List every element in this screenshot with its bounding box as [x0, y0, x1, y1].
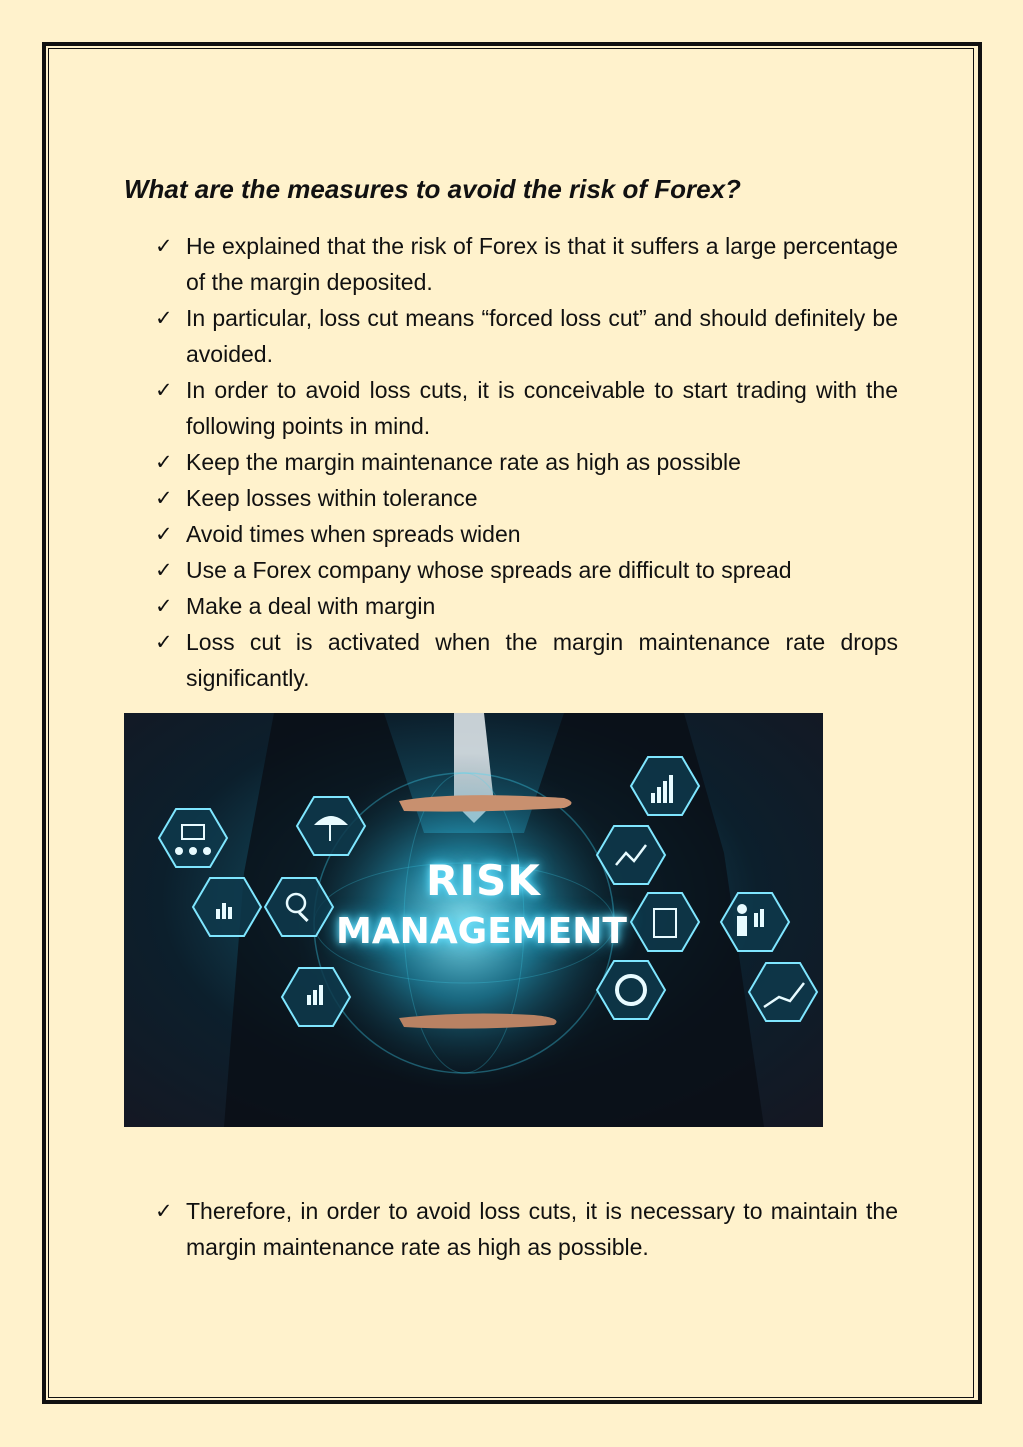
list-item [155, 588, 898, 624]
list-item-text: In particular, loss cut means “forced loss cut” and should definitely be avoided. [186, 305, 898, 367]
check-icon: ✓ [155, 1199, 173, 1223]
list-item-text: Use a Forex company whose spreads are difficult to spread [186, 557, 792, 583]
list-item [155, 444, 898, 480]
list-item-text: In order to avoid loss cuts, it is conceivable to start trading with the following points in mind. [186, 377, 898, 439]
list-item-text: Avoid times when spreads widen [186, 521, 521, 547]
check-icon: ✓ [155, 486, 173, 510]
list-item [155, 372, 898, 444]
list-item [155, 300, 898, 372]
check-icon: ✓ [155, 306, 173, 330]
banner-heading-risk: RISK [426, 856, 541, 905]
list-item-text: Loss cut is activated when the margin maintenance rate drops significantly. [186, 629, 898, 691]
check-icon: ✓ [155, 558, 173, 582]
check-icon: ✓ [155, 594, 173, 618]
check-icon: ✓ [155, 234, 173, 258]
check-icon: ✓ [155, 522, 173, 546]
list-item-text: Therefore, in order to avoid loss cuts, it is necessary to maintain the margin maintenance rate as high as possible. [186, 1198, 898, 1260]
list-item [155, 228, 898, 300]
list-item-text: He explained that the risk of Forex is that it suffers a large percentage of the margin deposited. [186, 233, 898, 295]
banner-heading-management: MANAGEMENT [336, 911, 627, 952]
closing-bullet-list [155, 1193, 898, 1265]
growth-chart-icon [749, 963, 817, 1021]
bullet-list [155, 228, 898, 696]
check-icon: ✓ [155, 378, 173, 402]
list-item [155, 480, 898, 516]
page-title: What are the measures to avoid the risk of Forex? [124, 174, 741, 204]
list-item-text: Make a deal with margin [186, 593, 436, 619]
check-icon: ✓ [155, 630, 173, 654]
list-item [155, 516, 898, 552]
risk-management-image [124, 713, 823, 1127]
list-item-text: Keep the margin maintenance rate as high as possible [186, 449, 741, 475]
list-item-text: Keep losses within tolerance [186, 485, 478, 511]
check-icon: ✓ [155, 450, 173, 474]
list-item [155, 1193, 898, 1265]
list-item [155, 624, 898, 696]
list-item [155, 552, 898, 588]
